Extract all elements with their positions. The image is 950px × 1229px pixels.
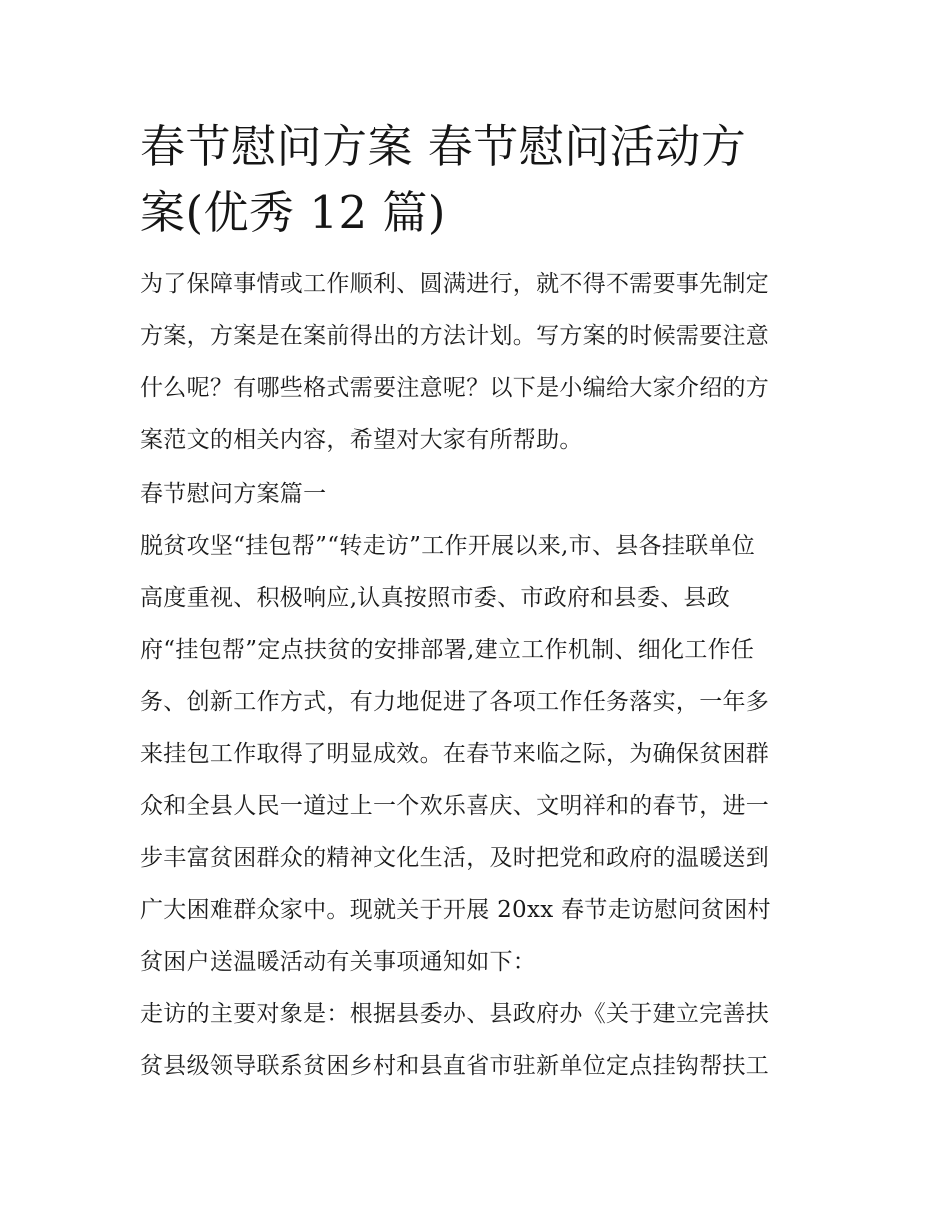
body-paragraph bbox=[140, 520, 812, 988]
text-line: 众和全县人民一道过上一个欢乐喜庆、文明祥和的春节，进一 bbox=[140, 793, 770, 819]
text-line: 贫县级领导联系贫困乡村和县直省市驻新单位定点挂钩帮扶工 bbox=[140, 1053, 770, 1079]
section-heading-text: 春节慰问方案篇一 bbox=[140, 481, 327, 507]
text-line: 步丰富贫困群众的精神文化生活，及时把党和政府的温暖送到 bbox=[140, 845, 770, 871]
text-line: 广大困难群众家中。现就关于开展 20xx 春节走访慰问贫困村 bbox=[140, 897, 771, 923]
document-title bbox=[140, 114, 812, 246]
body-paragraph bbox=[140, 988, 812, 1092]
text-line: 什么呢？有哪些格式需要注意呢？以下是小编给大家介绍的方 bbox=[140, 375, 770, 401]
title-line: 春节慰问方案 春节慰问活动方 bbox=[140, 120, 747, 173]
text-line: 案范文的相关内容，希望对大家有所帮助。 bbox=[140, 427, 583, 453]
section-heading bbox=[140, 468, 812, 520]
text-line: 方案，方案是在案前得出的方法计划。写方案的时候需要注意 bbox=[140, 323, 770, 349]
title-line: 案(优秀 12 篇) bbox=[140, 186, 446, 239]
intro-paragraph bbox=[140, 258, 812, 466]
text-line: 贫困户送温暖活动有关事项通知如下： bbox=[140, 949, 537, 975]
text-line: 府“挂包帮”定点扶贫的安排部署,建立工作机制、细化工作任 bbox=[140, 637, 755, 663]
text-line: 走访的主要对象是：根据县委办、县政府办《关于建立完善扶 bbox=[140, 1001, 770, 1027]
text-line: 高度重视、积极响应,认真按照市委、市政府和县委、县政 bbox=[140, 585, 731, 611]
document-content bbox=[140, 114, 812, 1092]
text-line: 来挂包工作取得了明显成效。在春节来临之际，为确保贫困群 bbox=[140, 741, 770, 767]
text-line: 务、创新工作方式，有力地促进了各项工作任务落实，一年多 bbox=[140, 689, 770, 715]
text-line: 为了保障事情或工作顺利、圆满进行，就不得不需要事先制定 bbox=[140, 271, 770, 297]
text-line: 脱贫攻坚“挂包帮”“转走访”工作开展以来,市、县各挂联单位 bbox=[140, 533, 756, 559]
